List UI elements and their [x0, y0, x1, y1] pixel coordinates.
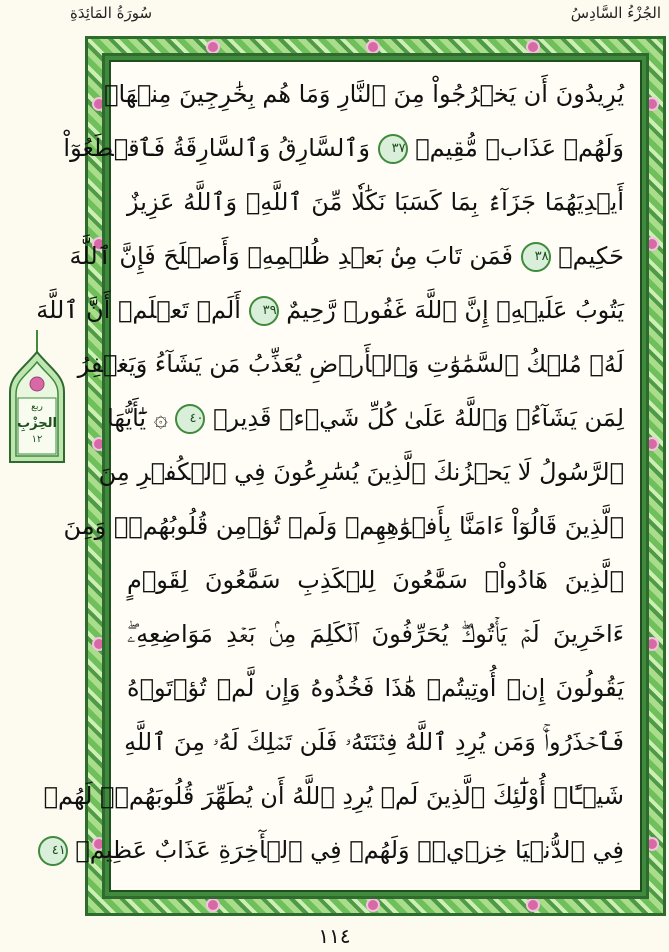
- verse-line-10: ٱلَّذِينَ هَادُواْۛ سَمَّٰعُونَ لِلۡكَذِبِ سَمَّٰعُونَ لِقَوۡمٍ: [127, 566, 624, 594]
- flower-icon: [528, 42, 538, 52]
- ayah-number-marker: ٣٧: [378, 134, 408, 164]
- hizb-ornament-icon: [2, 330, 72, 466]
- juz-label: الجُزْءُ السَّادِسُ: [570, 4, 661, 22]
- verse-line-6: لَهُۥ مُلۡكُ ٱلسَّمَٰوَٰتِ وَٱلۡأَرۡضِ يُعَذِّبُ مَن يَشَآءُ وَيَغۡفِرُ: [77, 350, 624, 378]
- verse-line-7: لِمَن يَشَآءُۗ وَٱللَّهُ عَلَىٰ كُلِّ شَيۡءٖ قَدِيرٞ ٤٠ ۞ يَٰٓأَيُّهَا: [107, 404, 624, 432]
- verse-line-12: يَقُولُونَ إِنۡ أُوتِيتُمۡ هَٰذَا فَخُذُوهُ وَإِن لَّمۡ تُؤۡتَوۡهُ: [127, 674, 625, 702]
- ayah-number-marker: ٣٨: [521, 242, 551, 272]
- verse-line-11: ءَاخَرِينَ لَمۡ يَأۡتُوكَۖ يُحَرِّفُونَ ٱلۡكَلِمَ مِنۢ بَعۡدِ مَوَاضِعِهِۦۖ: [127, 620, 624, 648]
- verse-line-15: فِي ٱلدُّنۡيَا خِزۡيٞۖ وَلَهُمۡ فِي ٱلۡأٓخِرَةِ عَذَابٌ عَظِيمٞ ٤١: [127, 828, 624, 873]
- flower-icon: [368, 900, 378, 910]
- ayah-number-marker: ٤١: [38, 836, 68, 866]
- flower-icon: [368, 42, 378, 52]
- ayah-number-marker: ٣٩: [249, 296, 279, 326]
- page-header: [0, 0, 669, 34]
- verse-line-13: فَٱحۡذَرُواْۚ وَمَن يُرِدِ ٱللَّهُ فِتۡنَتَهُۥ فَلَن تَمۡلِكَ لَهُۥ مِنَ ٱللَّهِ: [124, 728, 624, 756]
- verse-line-8: ٱلرَّسُولُ لَا يَحۡزُنكَ ٱلَّذِينَ يُسَٰرِعُونَ فِي ٱلۡكُفۡرِ مِنَ: [98, 458, 624, 486]
- flower-icon: [528, 900, 538, 910]
- verse-line-5: يَتُوبُ عَلَيۡهِۚ إِنَّ ٱللَّهَ غَفُورٞ رَّحِيمٌ ٣٩ أَلَمۡ تَعۡلَمۡ أَنَّ ٱللَّهَ: [36, 296, 624, 324]
- verse-line-2: وَلَهُمۡ عَذَابٞ مُّقِيمٞ ٣٧ وَٱلسَّارِقُ وَٱلسَّارِقَةُ فَٱقۡطَعُوٓاْ: [63, 134, 624, 162]
- page-number: ١١٤: [318, 924, 351, 948]
- verse-line-4: حَكِيمٞ ٣٨ فَمَن تَابَ مِنۢ بَعۡدِ ظُلۡمِهِۦ وَأَصۡلَحَ فَإِنَّ ٱللَّهَ: [69, 242, 624, 270]
- hizb-label: الحِزْبِ: [17, 416, 57, 431]
- hizb-marker: [2, 330, 72, 466]
- hizb-quarter-label: ربع: [31, 402, 43, 412]
- verse-line-14: شَيۡـًٔاۚ أُوْلَٰٓئِكَ ٱلَّذِينَ لَمۡ يُرِدِ ٱللَّهُ أَن يُطَهِّرَ قُلُوبَهُمۡۚ لَهُمۡ: [43, 782, 624, 810]
- flower-icon: [208, 42, 218, 52]
- ayah-number-marker: ٤٠: [175, 404, 205, 434]
- surah-label: سُورَةُ المَائِدَةِ: [70, 4, 153, 22]
- verse-line-1: يُرِيدُونَ أَن يَخۡرُجُواْ مِنَ ٱلنَّارِ وَمَا هُم بِخَٰرِجِينَ مِنۡهَاۖ: [104, 80, 624, 108]
- flower-icon: [208, 900, 218, 910]
- verse-line-3: أَيۡدِيَهُمَا جَزَآءَۢ بِمَا كَسَبَا نَكَٰلٗا مِّنَ ٱللَّهِۗ وَٱللَّهُ عَزِيزٌ: [127, 188, 624, 216]
- hizb-number: ١٢: [31, 434, 43, 445]
- verse-line-9: ٱلَّذِينَ قَالُوٓاْ ءَامَنَّا بِأَفۡوَٰهِهِمۡ وَلَمۡ تُؤۡمِن قُلُوبُهُمۡۛ وَمِنَ: [63, 512, 624, 540]
